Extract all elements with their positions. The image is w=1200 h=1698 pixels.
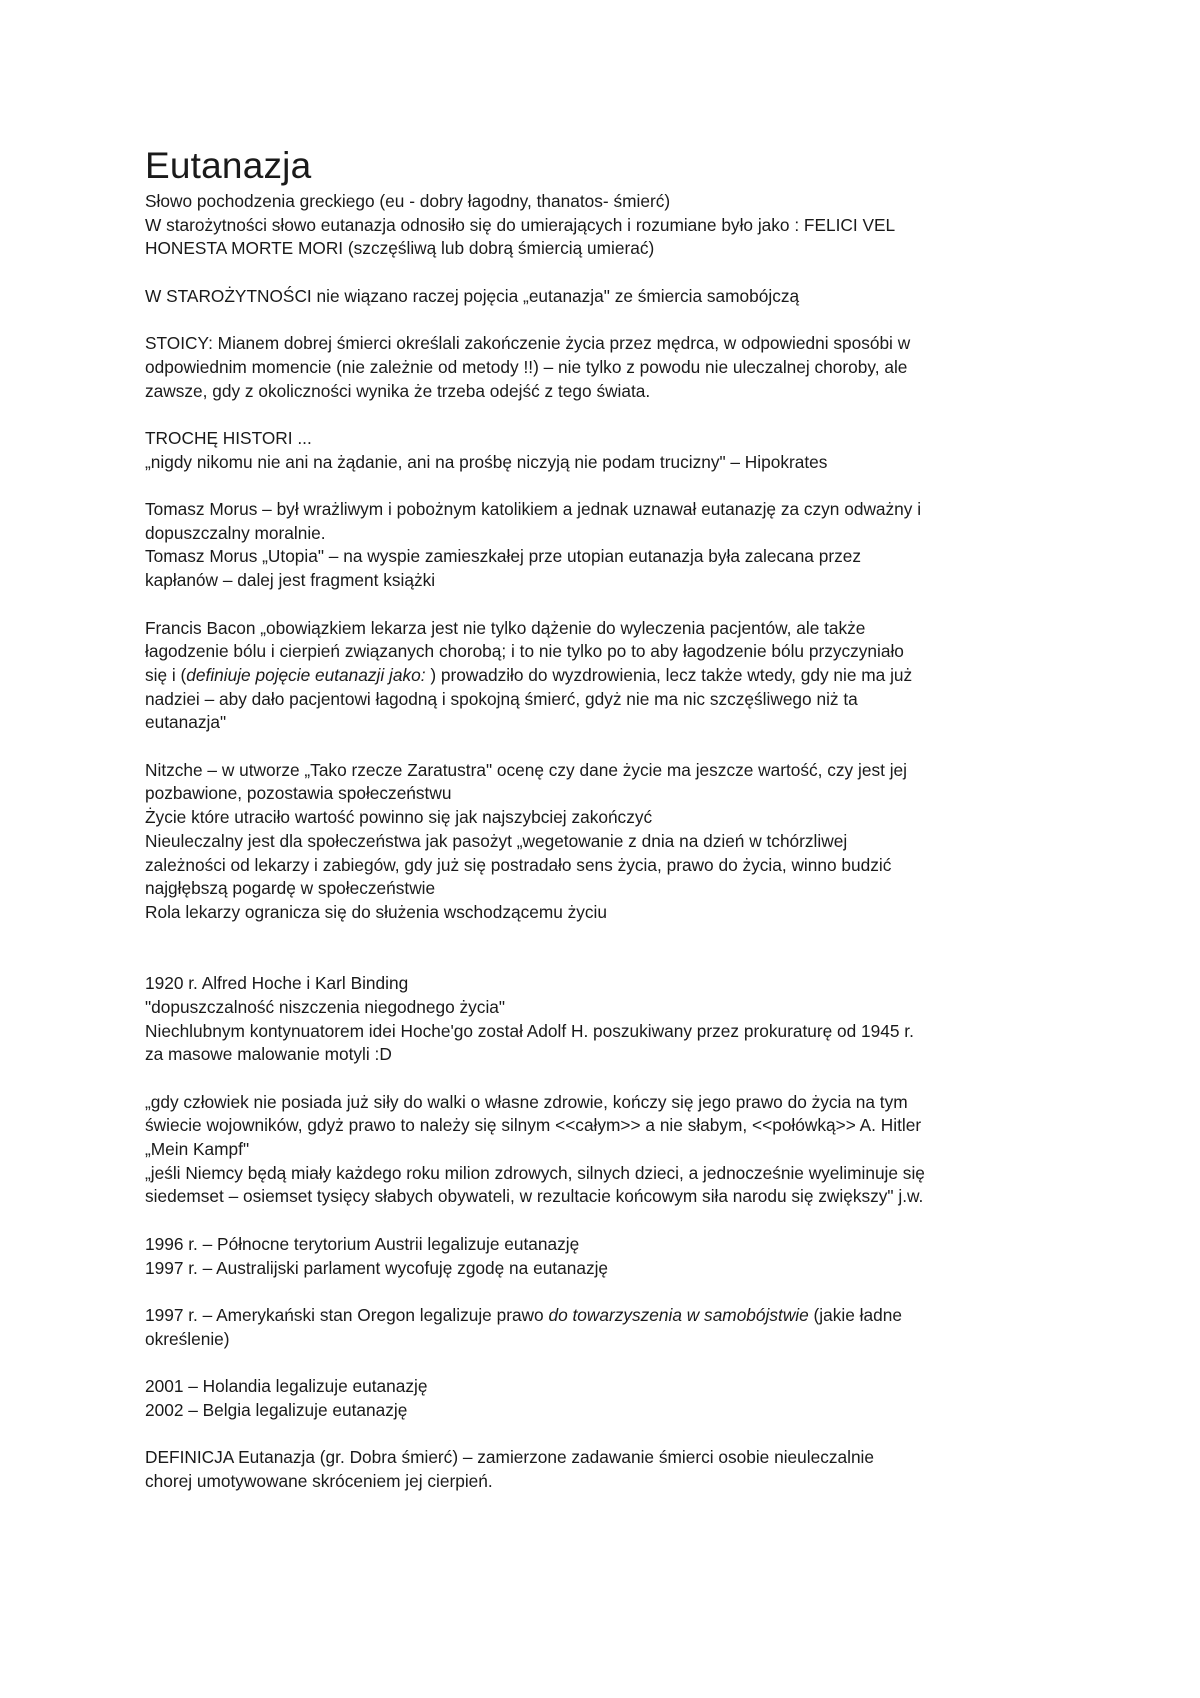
text-line: W starożytności słowo eutanazja odnosiło się do umierających i rozumiane było jako : FELICI VEL bbox=[145, 214, 896, 235]
text-line: „nigdy nikomu nie ani na żądanie, ani na prośbę niczyją nie podam trucizny" – Hipokrates bbox=[145, 451, 828, 472]
italic-span: definiuje pojęcie eutanazji jako: bbox=[186, 664, 426, 685]
text-span: (jakie ładne bbox=[808, 1304, 902, 1325]
paragraph-gap bbox=[145, 309, 1075, 333]
paragraph-gap bbox=[145, 474, 1075, 498]
paragraph-gap bbox=[145, 1209, 1075, 1233]
paragraph-gap bbox=[145, 593, 1075, 617]
text-line: DEFINICJA Eutanazja (gr. Dobra śmierć) – zamierzone zadawanie śmierci osobie nieuleczalnie bbox=[145, 1447, 875, 1468]
text-line: zależności od lekarzy i zabiegów, gdy już się postradało sens życia, prawo do życia, winno budzić bbox=[145, 854, 892, 875]
text-line: siedemset – osiemset tysięcy słabych obywateli, w rezultacie końcowym siła narodu się zwiększy" j.w. bbox=[145, 1186, 924, 1207]
text-line: określenie) bbox=[145, 1328, 230, 1349]
text-line: za masowe malowanie motyli :D bbox=[145, 1044, 392, 1065]
text-line: eutanazja" bbox=[145, 712, 227, 733]
text-line: „jeśli Niemcy będą miały każdego roku milion zdrowych, silnych dzieci, a jednocześnie wyeliminuje się bbox=[145, 1162, 925, 1183]
text-line: HONESTA MORTE MORI (szczęśliwą lub dobrą śmiercią umierać) bbox=[145, 238, 655, 259]
text-line-mixed bbox=[145, 1304, 1075, 1328]
text-line: odpowiednim momencie (nie zależnie od metody !!) – nie tylko z powodu nie uleczalnej choroby, ale bbox=[145, 356, 908, 377]
text-line: 1996 r. – Północne terytorium Austrii legalizuje eutanazję bbox=[145, 1233, 580, 1254]
text-line: 1920 r. Alfred Hoche i Karl Binding bbox=[145, 973, 409, 994]
text-line: Słowo pochodzenia greckiego (eu - dobry łagodny, thanatos- śmierć) bbox=[145, 191, 671, 211]
text-line: STOICY: Mianem dobrej śmierci określali zakończenie życia przez mędrca, w odpowiedni sposóbi w bbox=[145, 333, 911, 354]
text-line: Francis Bacon „obowiązkiem lekarza jest nie tylko dążenie do wyleczenia pacjentów, ale także bbox=[145, 617, 866, 638]
document-title: Eutanazja bbox=[145, 145, 312, 186]
text-line: łagodzenie bólu i cierpień związanych chorobą; i to nie tylko po to aby łagodzenie bólu przyczyniało bbox=[145, 641, 904, 662]
text-line-mixed bbox=[145, 664, 1075, 688]
text-line: W STAROŻYTNOŚCI nie wiązano raczej pojęcia „eutanazja" ze śmiercia samobójczą bbox=[145, 285, 800, 306]
paragraph-gap bbox=[145, 735, 1075, 759]
text-line: TROCHĘ HISTORI ... bbox=[145, 427, 312, 448]
text-line: pozbawione, pozostawia społeczeństwu bbox=[145, 783, 452, 804]
text-span: 1997 r. – Amerykański stan Oregon legalizuje prawo bbox=[145, 1304, 549, 1325]
text-line: Niechlubnym kontynuatorem idei Hoche'go został Adolf H. poszukiwany przez prokuraturę od 1945 r. bbox=[145, 1020, 914, 1041]
text-line: "dopuszczalność niszczenia niegodnego życia" bbox=[145, 996, 506, 1017]
document-page bbox=[145, 144, 1075, 1493]
paragraph-gap bbox=[145, 261, 1075, 285]
paragraph-gap bbox=[145, 1280, 1075, 1304]
text-line: 1997 r. – Australijski parlament wycofuję zgodę na eutanazję bbox=[145, 1257, 609, 1278]
text-line: Tomasz Morus „Utopia" – na wyspie zamieszkałej prze utopian eutanazja była zalecana przez bbox=[145, 546, 861, 567]
text-span: ) prowadziło do wyzdrowienia, lecz także wtedy, gdy nie ma już bbox=[425, 664, 913, 685]
text-line: „Mein Kampf" bbox=[145, 1139, 250, 1159]
text-line: chorej umotywowane skróceniem jej cierpień. bbox=[145, 1470, 493, 1491]
text-line: „gdy człowiek nie posiada już siły do walki o własne zdrowie, kończy się jego prawo do życia na tym bbox=[145, 1091, 908, 1112]
text-span: się i ( bbox=[145, 664, 187, 685]
text-line: nadziei – aby dało pacjentowi łagodną i spokojną śmierć, gdyż nie ma nic szczęśliwego niż ta bbox=[145, 688, 858, 709]
text-line: najgłębszą pogardę w społeczeństwie bbox=[145, 878, 436, 899]
text-line: Nieuleczalny jest dla społeczeństwa jak pasożyt „wegetowanie z dnia na dzień w tchórzliwej bbox=[145, 830, 848, 851]
text-line: Tomasz Morus – był wrażliwym i pobożnym katolikiem a jednak uznawał eutanazję za czyn odważny i bbox=[145, 499, 922, 520]
text-line: świecie wojowników, gdyż prawo to należy się silnym <<całym>> a nie słabym, <<połówką>> A. Hitler bbox=[145, 1115, 922, 1136]
text-line: Nitzche – w utworze „Tako rzecze Zaratustra" ocenę czy dane życie ma jeszcze wartość, czy jest jej bbox=[145, 759, 907, 780]
text-line: dopuszczalny moralnie. bbox=[145, 522, 326, 543]
text-line: Życie które utraciło wartość powinno się jak najszybciej zakończyć bbox=[145, 807, 653, 828]
text-line: Rola lekarzy ogranicza się do służenia wschodzącemu życiu bbox=[145, 902, 608, 922]
paragraph-gap bbox=[145, 925, 1075, 972]
italic-span: do towarzyszenia w samobójstwie bbox=[548, 1304, 809, 1325]
paragraph-gap bbox=[145, 403, 1075, 427]
text-line: kapłanów – dalej jest fragment książki bbox=[145, 570, 436, 591]
text-line: 2001 – Holandia legalizuje eutanazję bbox=[145, 1375, 428, 1396]
paragraph-gap bbox=[145, 1067, 1075, 1091]
text-line: 2002 – Belgia legalizuje eutanazję bbox=[145, 1399, 408, 1420]
text-line: zawsze, gdy z okoliczności wynika że trzeba odejść z tego świata. bbox=[145, 380, 651, 401]
paragraph-gap bbox=[145, 1422, 1075, 1446]
paragraph-gap bbox=[145, 1351, 1075, 1375]
